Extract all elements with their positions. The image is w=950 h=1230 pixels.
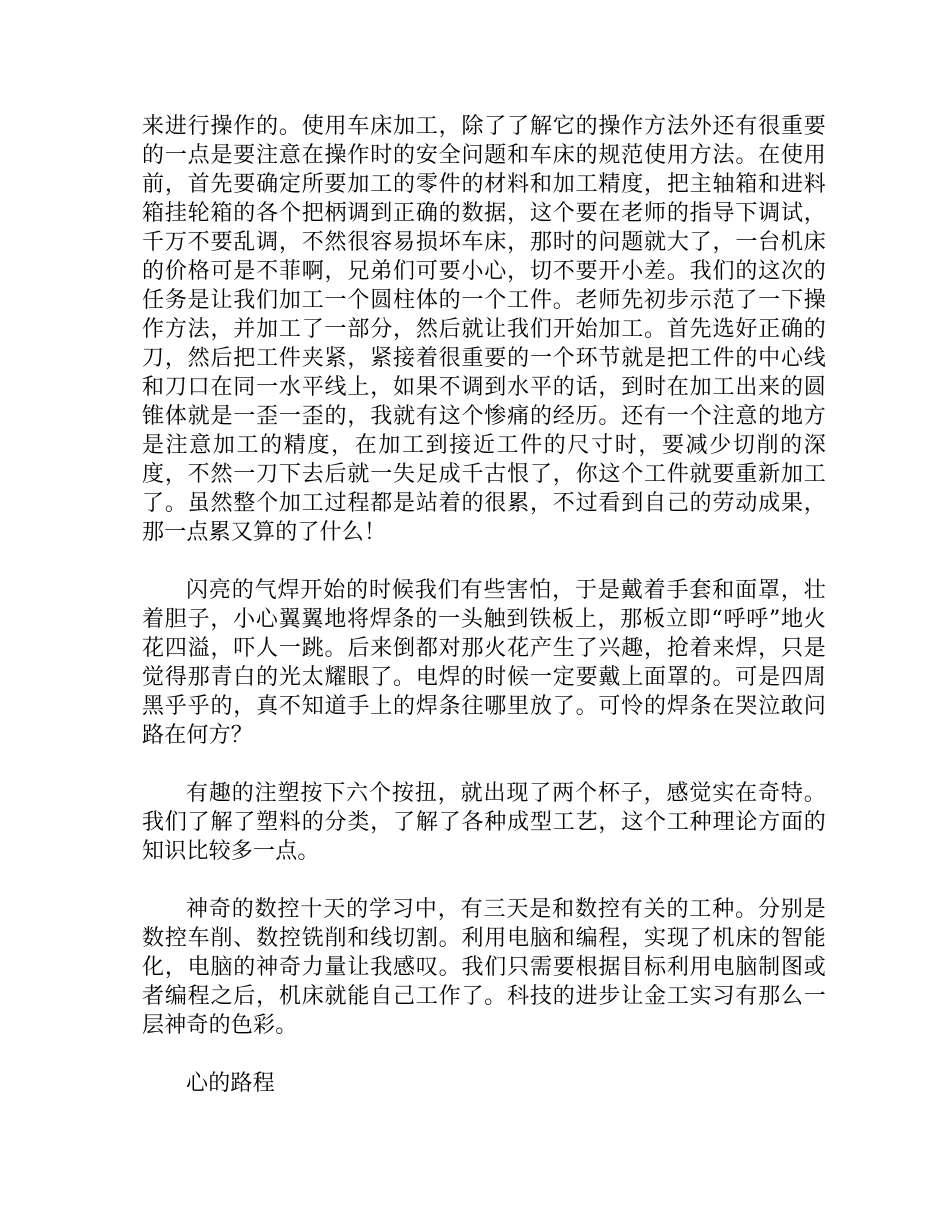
paragraph-welding: 闪亮的气焊开始的时候我们有些害怕，于是戴着手套和面罩，壮着胆子，小心翼翼地将焊条的一头触到铁板上，那板立即“呼呼”地火花四溢，吓人一跳。后来倒都对那火花产生了兴趣，抢着来焊，只是觉得那青白的光太耀眼了。电焊的时候一定要戴上面罩的。可是四周黑乎乎的，真不知道手上的焊条往哪里放了。可怜的焊条在哭泣敢问路在何方？ bbox=[142, 578, 826, 748]
paragraph-lathe-operation: 来进行操作的。使用车床加工，除了了解它的操作方法外还有很重要的一点是要注意在操作时的安全问题和车床的规范使用方法。在使用前，首先要确定所要加工的零件的材料和加工精度，把主轴箱和进料箱挂轮箱的各个把柄调到正确的数据，这个要在老师的指导下调试，千万不要乱调，不然很容易损坏车床，那时的问题就大了，一台机床的价格可是不菲啊，兄弟们可要小心，切不要开小差。我们的这次的任务是让我们加工一个圆柱体的一个工件。老师先初步示范了一下操作方法，并加工了一部分，然后就让我们开始加工。首先选好正确的刀，然后把工件夹紧，紧接着很重要的一个环节就是把工件的中心线和刀口在同一水平线上，如果不调到水平的话，到时在加工出来的圆锥体就是一歪一歪的，我就有这个惨痛的经历。还有一个注意的地方是注意加工的精度，在加工到接近工件的尺寸时，要减少切削的深度，不然一刀下去后就一失足成千古恨了，你这个工件就要重新加工了。虽然整个加工过程都是站着的很累，不过看到自己的劳动成果，那一点累又算的了什么！ bbox=[142, 114, 826, 545]
paragraph-cnc: 神奇的数控十天的学习中，有三天是和数控有关的工种。分别是数控车削、数控铣削和线切割。利用电脑和编程，实现了机床的智能化，电脑的神奇力量让我感叹。我们只需要根据目标利用电脑制图或者编程之后，机床就能自己工作了。科技的进步让金工实习有那么一层神奇的色彩。 bbox=[142, 897, 826, 1038]
section-heading-journey: 心的路程 bbox=[186, 1071, 275, 1096]
document-page bbox=[142, 112, 826, 1098]
paragraph-injection-molding: 有趣的注塑按下六个按扭，就出现了两个杯子，感觉实在奇特。我们了解了塑料的分类，了解了各种成型工艺，这个工种理论方面的知识比较多一点。 bbox=[142, 781, 826, 864]
